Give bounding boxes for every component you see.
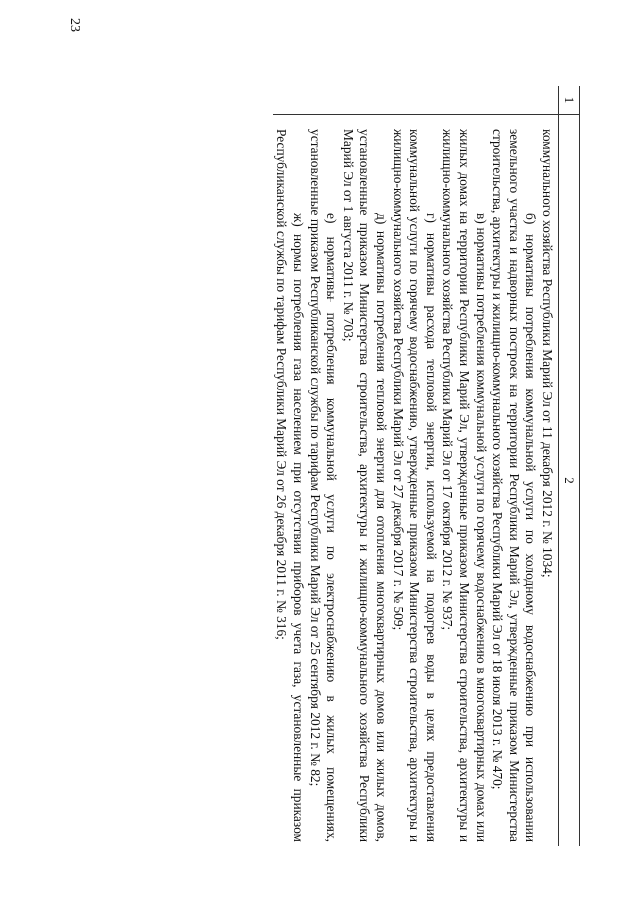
regulation-table: [273, 86, 580, 846]
column-1-cell: [273, 86, 559, 115]
column-1-header: 1: [559, 86, 580, 115]
table-body-row: [273, 86, 559, 846]
paragraph-g: г) нормативы расхода тепловой энергии, используемой на подогрев воды в целях предоставления коммунальной услуги по горячему водоснабжению, утвержденные приказом Министерства строительства, архитектуры и жилищно-коммунального хозяйства Республики Марий Эл от 27 декабря 2017 г. № 509;: [390, 129, 439, 842]
table-header-row: [559, 86, 580, 846]
paragraph-zh: ж) нормы потребления газа населением при отсутствии приборов учета газа, установленные приказом Республиканской службы по тарифам Республики Марий Эл от 26 декабря 2011 г. № 316;: [274, 129, 307, 842]
paragraph-v: в) нормативы потребления коммунальной услуги по горячему водоснабжению в многоквартирных домах или жилых домах на территории Республики Марий Эл, утвержденные приказом Министерства строительства, архитектуры и жилищно-коммунального хозяйства Республики Марий Эл от 17 октября 2012 г. № 937;: [440, 129, 489, 842]
column-2-header: 2: [559, 115, 580, 847]
rotated-page-content: [110, 86, 580, 846]
paragraph-b: б) нормативы потребления коммунальной услуги по холодному водоснабжению при использовании земельного участка и надворных построек на территории Республики Марий Эл, утвержденные приказом Министерства строительства, архитектуры и жилищно-коммунального хозяйства Республики Марий Эл от 18 июля 2013 г. № 470;: [490, 129, 539, 842]
paragraph-d: д) нормативы потребления тепловой энергии для отопления многоквартирных домов или жилых домов, установленные приказом Министерства строительства, архитектуры и жилищно-коммунального хозяйства Республики Марий Эл от 1 августа 2011 г. № 703;: [340, 129, 390, 842]
paragraph-e: е) нормативы потребления коммунальной услуги по электроснабжению в жилых помещениях, установленные приказом Республиканской службы по тарифам Республики Марий Эл от 25 сентября 2012 г. № 82;: [307, 129, 340, 842]
paragraph-continuation: коммунального хозяйства Республики Марий Эл от 11 декабря 2012 г. № 1034;: [540, 129, 555, 578]
column-2-cell: [273, 115, 559, 847]
page-number: 23: [67, 18, 82, 32]
